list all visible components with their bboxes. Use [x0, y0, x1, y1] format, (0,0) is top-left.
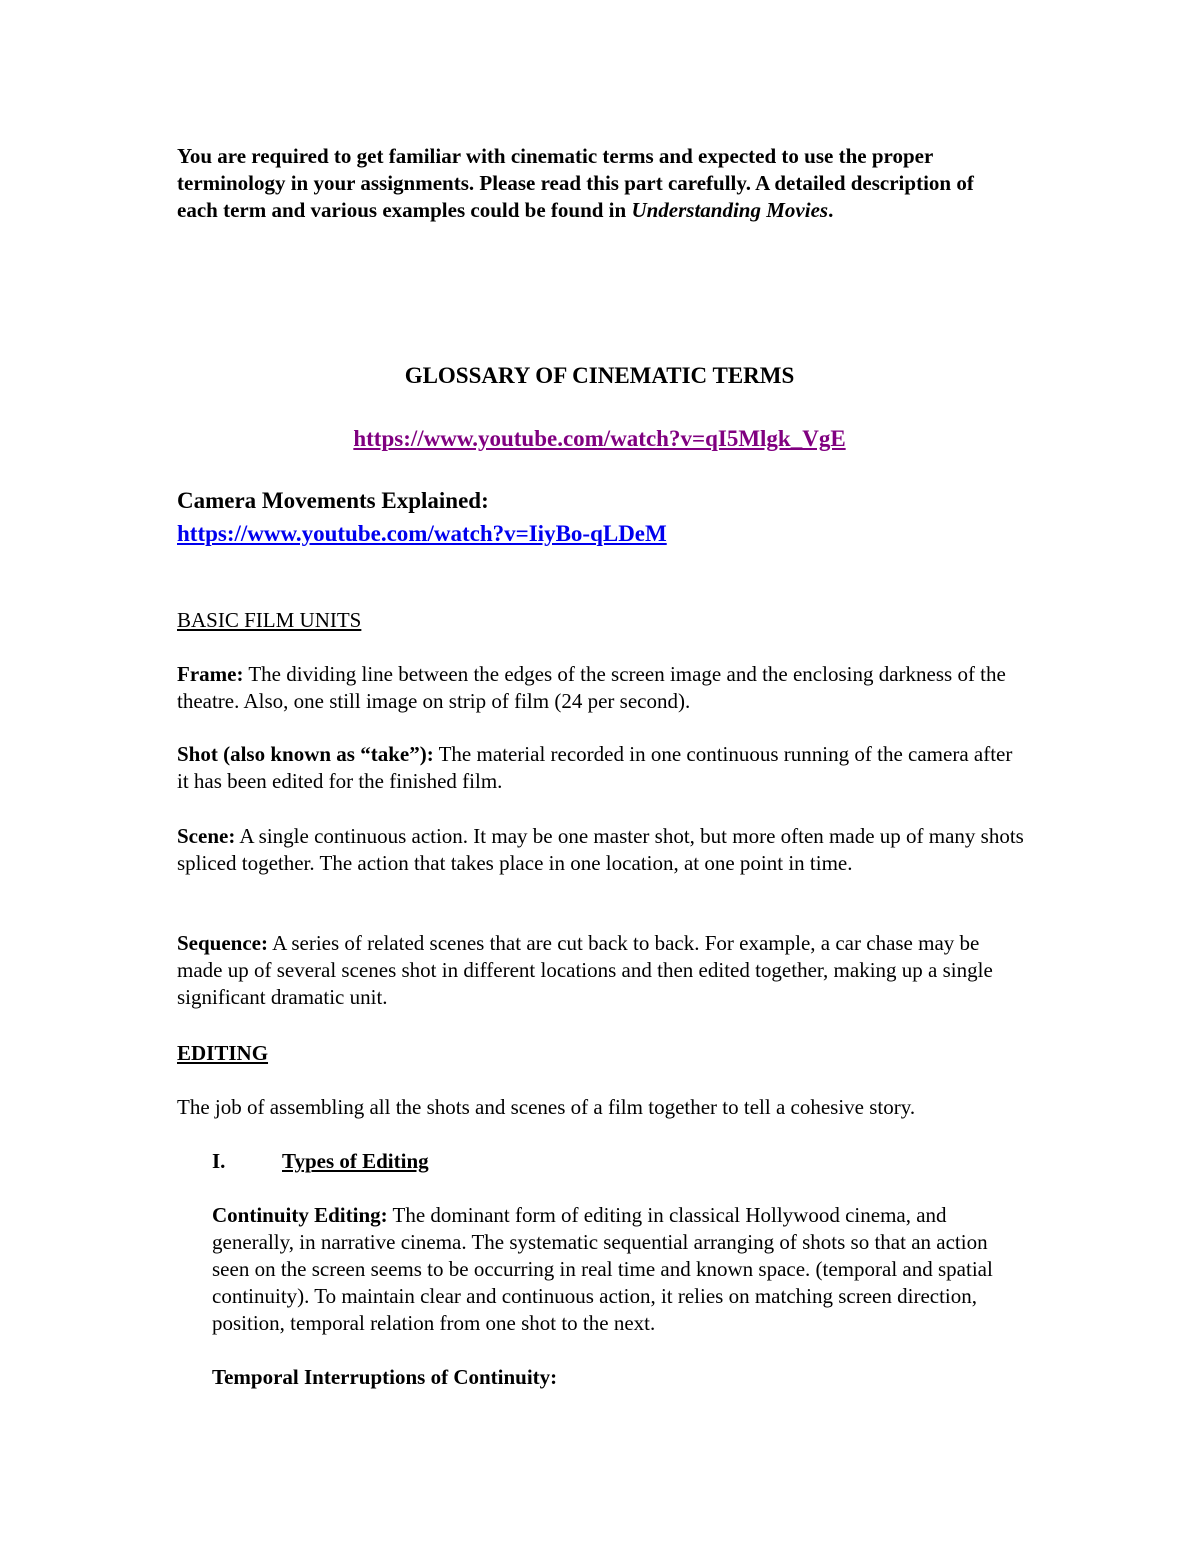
entry-scene — [177, 823, 1027, 877]
list-heading-text: Types of Editing — [282, 1149, 429, 1173]
page-title: GLOSSARY OF CINEMATIC TERMS — [404, 363, 795, 388]
entry-sequence — [177, 930, 1027, 1011]
camera-movements-heading: Camera Movements Explained: — [177, 488, 489, 513]
entry-definition: The dividing line between the edges of the screen image and the enclosing darkness of the theatre. Also, one still image on strip of film (24 per second). — [177, 662, 1006, 713]
editing-description: The job of assembling all the shots and scenes of a film together to tell a cohesive story. — [177, 1095, 916, 1119]
camera-link-line — [177, 520, 1027, 548]
entry-term: Frame: — [177, 662, 244, 686]
entry-definition: A single continuous action. It may be one master shot, but more often made up of many shots spliced together. The action that takes place in one location, at one point in time. — [177, 824, 1024, 875]
types-of-editing-heading — [212, 1148, 429, 1175]
editing-heading: EDITING — [177, 1041, 269, 1065]
intro-paragraph — [177, 143, 997, 224]
glossary-video-link[interactable]: https://www.youtube.com/watch?v=qI5Mlgk_VgE — [353, 426, 846, 451]
entry-continuity-editing — [212, 1202, 1027, 1337]
entry-term: Continuity Editing: — [212, 1203, 388, 1227]
intro-end: . — [828, 198, 834, 222]
entry-term: Sequence: — [177, 931, 268, 955]
entry-term: Scene: — [177, 824, 236, 848]
entry-term: Shot (also known as “take”): — [177, 742, 434, 766]
camera-movements-video-link[interactable]: https://www.youtube.com/watch?v=IiyBo-qLDeM — [177, 521, 667, 546]
book-title: Understanding Movies — [631, 198, 829, 222]
entry-definition: The material recorded in one continuous running of the camera after it has been edited for the finished film. — [177, 742, 1013, 793]
glossary-link-line — [177, 425, 1022, 453]
temporal-interruptions-heading: Temporal Interruptions of Continuity: — [212, 1365, 558, 1389]
entry-frame — [177, 661, 1027, 715]
entry-definition: A series of related scenes that are cut back to back. For example, a car chase may be made up of several scenes shot in different locations and then edited together, making up a single significant dramatic unit. — [177, 931, 993, 1009]
intro-text: You are required to get familiar with cinematic terms and expected to use the proper terminology in your assignments. Please read this part carefully. A detailed description of each term and various examples could be found in — [177, 144, 974, 222]
list-number: I. — [212, 1149, 226, 1173]
entry-definition: The dominant form of editing in classical Hollywood cinema, and generally, in narrative cinema. The systematic sequential arranging of shots so that an action seen on the screen seems to be occurring in real time and known space. (temporal and spatial continuity). To maintain clear and continuous action, it relies on matching screen direction, position, temporal relation from one shot to the next. — [212, 1203, 993, 1335]
entry-shot — [177, 741, 1027, 795]
basic-film-units-heading: BASIC FILM UNITS — [177, 608, 362, 632]
